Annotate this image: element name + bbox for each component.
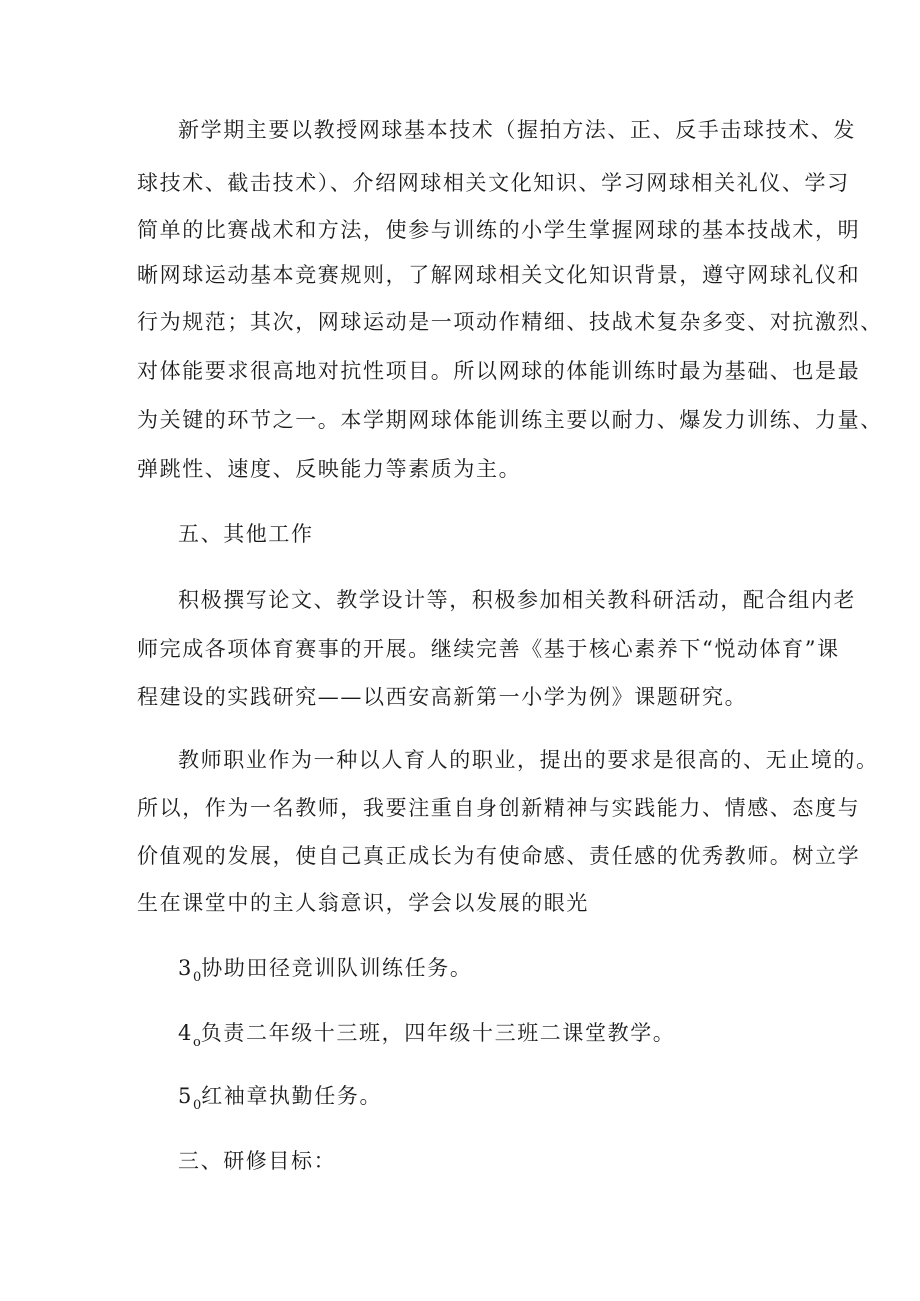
item-number: 5 [178, 1084, 193, 1108]
text-line: 球技术、截击技术）、介绍网球相关文化知识、学习网球相关礼仪、学习 [137, 171, 850, 195]
text-line: 价值观的发展，使自己真正成长为有使命感、责任感的优秀教师。树立学 [137, 844, 861, 868]
text-line: 为关键的环节之一。本学期网球体能训练主要以耐力、爆发力训练、力量、 [137, 408, 883, 432]
text-line: 程建设的实践研究——以西安高新第一小学为例》课题研究。 [137, 685, 748, 709]
item-text: 协助田径竞训队训练任务。 [201, 956, 473, 980]
item-number-suffix: 0 [192, 970, 202, 985]
section-heading-other-work: 五、其他工作 [178, 522, 314, 546]
text-line: 晰网球运动基本竞赛规则，了解网球相关文化知识背景，遵守网球礼仪和 [137, 263, 861, 287]
text-line: 弹跳性、速度、反映能力等素质为主。 [137, 457, 522, 481]
text-line: 教师职业作为一种以人育人的职业，提出的要求是很高的、无止境的。 [178, 748, 879, 772]
item-text: 红袖章执勤任务。 [201, 1084, 383, 1108]
section-heading-research-goals: 三、研修目标： [178, 1149, 337, 1173]
text-line: 对体能要求很高地对抗性项目。所以网球的体能训练时最为基础、也是最 [137, 359, 861, 383]
text-line: 新学期主要以教授网球基本技术（握拍方法、正、反手击球技术、发 [178, 118, 856, 142]
list-item [178, 1020, 675, 1050]
text-line: 所以，作为一名教师，我要注重自身创新精神与实践能力、情感、态度与 [137, 796, 861, 820]
item-number: 3 [178, 956, 193, 980]
text-line: 简单的比赛战术和方法，使参与训练的小学生掌握网球的基本技战术，明 [137, 218, 861, 242]
item-number-suffix: o [192, 1035, 201, 1050]
text-line: 师完成各项体育赛事的开展。继续完善《基于核心素养下“悦动体育”课 [137, 637, 840, 661]
item-number-suffix: 0 [192, 1098, 202, 1113]
text-line: 行为规范；其次，网球运动是一项动作精细、技战术复杂多变、对抗激烈、 [137, 310, 883, 334]
item-text: 负责二年级十三班，四年级十三班二课堂教学。 [200, 1021, 676, 1045]
list-item [178, 955, 472, 985]
text-line: 积极撰写论文、教学设计等，积极参加相关教科研活动，配合组内老 [178, 588, 856, 612]
item-number: 4 [178, 1021, 193, 1045]
list-item [178, 1083, 382, 1113]
text-line: 生在课堂中的主人翁意识，学会以发展的眼光 [137, 891, 589, 915]
